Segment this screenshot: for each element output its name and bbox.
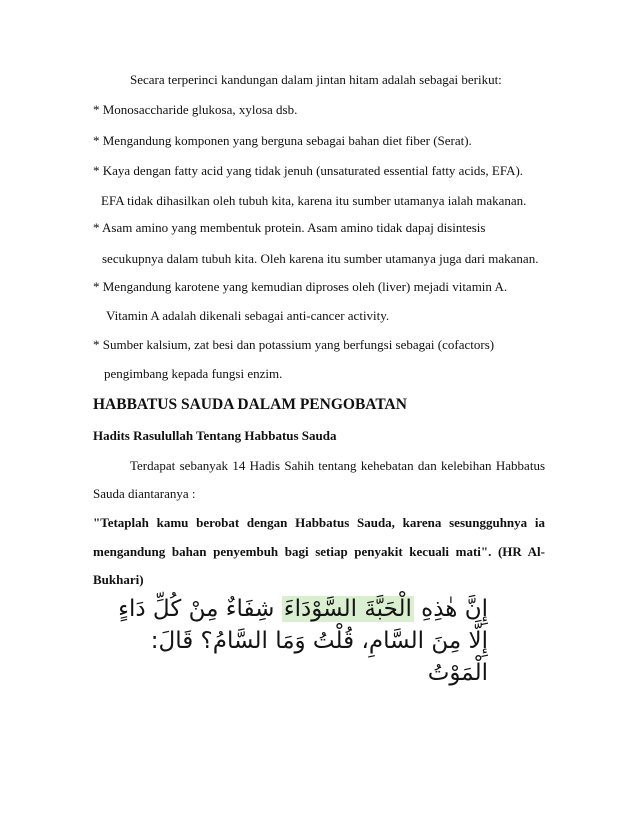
hadith-quote-line-2: mengandung bahan penyembuh bagi setiap penyakit kecuali mati". (HR Al- <box>93 544 545 559</box>
section-subheading: Hadits Rasulullah Tentang Habbatus Sauda <box>93 428 337 443</box>
hadith-quote-line-1: "Tetaplah kamu berobat dengan Habbatus Sauda, karena sesungguhnya ia <box>93 515 545 530</box>
arabic-line-1 <box>118 594 488 624</box>
section-heading: HABBATUS SAUDA DALAM PENGOBATAN <box>93 396 407 413</box>
arabic-line-3: الْمَوْتُ <box>427 660 488 686</box>
bullet-amino: * Asam amino yang membentuk protein. Asam amino tidak dapaj disintesis <box>93 220 486 235</box>
arabic-hadith-image <box>118 590 488 690</box>
arabic-highlight: الْحَبَّةَ السَّوْدَاءَ <box>283 596 412 622</box>
paragraph-line-2: Sauda diantaranya : <box>93 486 196 501</box>
paragraph-line-1: Terdapat sebanyak 14 Hadis Sahih tentang kehebatan dan kelebihan Habbatus <box>130 458 545 473</box>
bullet-amino-cont: secukupnya dalam tubuh kita. Oleh karena itu sumber utamanya juga dari makanan. <box>102 251 539 266</box>
bullet-calcium-cont: pengimbang kepada fungsi enzim. <box>104 366 283 381</box>
bullet-calcium: * Sumber kalsium, zat besi dan potassium yang berfungsi sebagai (cofactors) <box>93 337 495 352</box>
intro-line: Secara terperinci kandungan dalam jintan hitam adalah sebagai berikut: <box>130 72 502 87</box>
bullet-fatty-acid-cont: EFA tidak dihasilkan oleh tubuh kita, karena itu sumber utamanya ialah makanan. <box>101 193 527 208</box>
bullet-monosaccharide: * Monosaccharide glukosa, xylosa dsb. <box>93 102 298 117</box>
arabic-line-1-post: شِفَاءٌ مِنْ كُلِّ دَاءٍ <box>118 596 282 622</box>
arabic-line-2: إِلَّا مِنَ السَّامِ، قُلْتُ وَمَا السَّامُ؟ قَالَ: <box>150 628 488 654</box>
bullet-carotene: * Mengandung karotene yang kemudian diproses oleh (liver) mejadi vitamin A. <box>93 279 508 294</box>
hadith-quote-line-3: Bukhari) <box>93 572 144 587</box>
bullet-carotene-cont: Vitamin A adalah dikenali sebagai anti-cancer activity. <box>106 308 390 323</box>
bullet-fatty-acid: * Kaya dengan fatty acid yang tidak jenuh (unsaturated essential fatty acids, EFA). <box>93 163 524 178</box>
arabic-line-1-pre: إِنَّ هٰذِهِ <box>413 596 488 622</box>
bullet-fiber: * Mengandung komponen yang berguna sebagai bahan diet fiber (Serat). <box>93 133 472 148</box>
